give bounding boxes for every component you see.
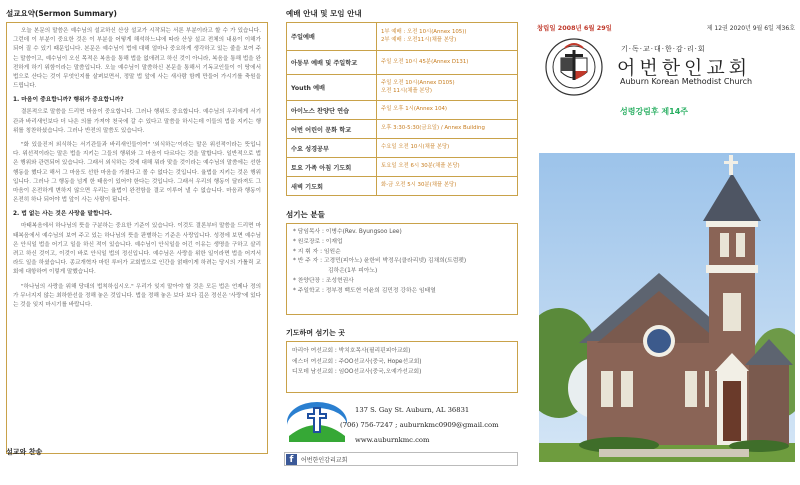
table-row: [287, 139, 518, 158]
church-seal-icon: [545, 38, 603, 96]
sermon-paragraph: "화 있을진저 외식하는 서기관들과 바리새인들이여" '외식하는'이라는 말은 위선적이라는 뜻입니다. 위선적이라는 말은 법을 지키는 그들의 행위와 그 마음이 다르다는 것을 말합니다. 일반적으로 법은 행위와 관련되어 있습니다. 그래서 외식하는 것에 대해 뭐라 맞을 것이라는 예수님의 말씀에는 선한 행동을 했다고 해서 그 마음도 선한 마음을 가졌다고 볼 수 없다는 것입니다. 율법을 지키는 것은 행위입니다. 그러나 그 행동을 넘게 한 태음이 있어야 한다는 것입니다. 그래서 우리의 행동이 달라져도 그 마음이 온전하게 변하지 않으면 우리는 율법이 완전함을 결코 이루어 낼 수 없습니다. 마음과 행동이 온전히 하나 되어야 법 앞이 사는 사람이 됩니다.: [13, 142, 261, 204]
schedule-name: 새벽 기도회: [287, 177, 377, 196]
schedule-name: Youth 예배: [287, 75, 377, 101]
sermon-paragraph: "하나님의 사랑을 위해 당대의 법칙하십시오." 우리가 잊지 말아야 할 것은 모든 법은 언제나 정의가 무너지지 않는 최하한선을 정해 놓은 것입니다. 법을 정해 놓은 보다 보다 깊은 정신은 '사랑'에 있다는 것을 잊지 마시기를 바랍니다.: [13, 283, 261, 309]
phone-email[interactable]: (706) 756-7247 ; auburnkmc0909@gmail.com: [340, 421, 499, 429]
schedule-name: 아동부 예배 및 주일학교: [287, 51, 377, 75]
sermon-section: [6, 8, 268, 480]
sermon-title: 설교요약(Sermon Summary): [6, 9, 117, 18]
schedule-time: [377, 139, 518, 158]
list-item: 김하은(1부 피아노): [293, 268, 378, 275]
schedule-name: 수요 성경공부: [287, 139, 377, 158]
prayer-box: [286, 341, 518, 393]
sermon-paragraph: 오늘 본문의 말씀은 예수님의 설교하신 산상 설교가 시작되는 서론 부분이라고 할 수 가 있습니다. 그런데 이 부분이 중요한 것은 이 부분을 어떻게 해석하느냐에 따라 산상 설교 전체의 내용이 이해가 되어 질 수 있기 때문입니다. 본문은 예수님이 법에 대해 얼마나 중요하게 생각하고 있는 줄을 보여 주는 말씀이고, 예수님이 오신 목적은 복음을 통해 법을 없애려고 하신 것이 아니라, 복음을 통해 법을 완전하게 하기 위함이라는 말씀입니다. 오늘 예수님이 말씀하신 본문을 통해서 기독교인들이 이 땅에서 법으로 산다는 것이 무엇인지를 살펴보면서, 정말 법 앞에 사는 새사람 함께 만들어 가시기를 축원을 드립니다.: [13, 28, 261, 90]
hymn-label: 설교와 찬송: [6, 448, 43, 456]
list-item: 마리아 여선교회 : 박치호목사(필리핀피아교회): [292, 348, 411, 354]
servers-title: 섬기는 분들: [286, 210, 325, 219]
schedule-line: 토요일 오전 6시 30분(채플 본당): [381, 163, 460, 170]
church-building-photo: [539, 153, 795, 462]
schedule-section: [286, 8, 519, 196]
table-row: [287, 75, 518, 101]
address: 137 S. Gay St. Auburn, AL 36831: [355, 406, 470, 414]
schedule-time: [377, 101, 518, 120]
facebook-bar[interactable]: [284, 452, 518, 466]
schedule-line: 2부 예배 : 오전11시(채플 본당): [381, 36, 457, 43]
header-section: [537, 0, 795, 485]
facebook-icon: f: [286, 454, 297, 465]
sermon-box: [6, 22, 268, 454]
list-item: * 담임목사 : 이병수(Rev. Byungsoo Lee): [293, 229, 402, 235]
schedule-table: [286, 22, 518, 196]
prayer-title: 기도하며 섬기는 곳: [286, 329, 345, 337]
liturgical-season: 성령강림후 제14주: [620, 107, 689, 116]
list-item: * 지 휘 자 : 임원순: [293, 248, 341, 255]
schedule-time: [377, 120, 518, 139]
schedule-line: 주일 오전 10시(Annex D105): [381, 80, 455, 86]
schedule-time: [377, 51, 518, 75]
list-item: 디모데 남선교회 : 임OO선교사(중국,오예가선교회): [292, 369, 422, 375]
list-item: 에스더 여선교회 : 주OO선교사(중국, Hope선교회): [292, 358, 422, 365]
sermon-paragraph: 결론적으로 말씀을 드리면 마음이 중요합니다. 그러나 행위도 중요합니다. 예수님의 우리에게 서기관과 바리새인보다 더 나은 의를 가져야 천국에 갈 수 있다고 말씀을 하시는데 이들의 법을 지키는 행위를 칭찬하셨습니다. 그러나 반전의 말씀도 있습니다.: [13, 109, 261, 134]
servers-box: [286, 223, 518, 315]
list-item: * 원로장로 : 이재업: [293, 238, 343, 245]
schedule-time: [377, 158, 518, 177]
schedule-time: [377, 23, 518, 51]
list-item: * 찬양단장 : 조성현권사: [293, 277, 354, 284]
sermon-heading-1: 1. 마음이 중요합니까? 행위가 중요합니까?: [13, 97, 124, 104]
church-denomination: 기·독·교·대·한·감·리·회: [621, 45, 706, 53]
schedule-line: 1부 예배 : 오전 10시(Annex 105)): [381, 29, 467, 35]
schedule-name: 주일예배: [287, 23, 377, 51]
table-row: [287, 120, 518, 139]
issue-number: 제 12권 2020년 9월 6일 제36호: [706, 25, 795, 32]
schedule-name: 토요 가족 아침 기도회: [287, 158, 377, 177]
list-item: * 주일학교 : 정부경 백도현 이윤희 김민정 강하은 임태열: [293, 287, 436, 294]
schedule-line: 주일 오전 10시 45분(Annex D131): [381, 58, 469, 65]
table-row: [287, 23, 518, 51]
schedule-name: 어번 어린이 문화 학교: [287, 120, 377, 139]
church-name-english: Auburn Korean Methodist Church: [620, 77, 753, 86]
schedule-time: [377, 177, 518, 196]
schedule-time: [377, 75, 518, 101]
schedule-title: 예배 안내 및 모임 안내: [286, 9, 362, 18]
sermon-heading-2: 2. 법 없는 사는 것은 사랑을 말합니다.: [13, 211, 112, 218]
table-row: [287, 101, 518, 120]
schedule-line: 수요일 오전 10시(채플 본당): [381, 144, 450, 151]
schedule-line: 화-금 오전 5시 30분(채플 본당): [381, 182, 457, 189]
schedule-line: 오전 11시(채플 본당): [381, 87, 432, 94]
sermon-paragraph: 마태복음에서 하나님의 뜻을 구분하는 중요한 기준이 있습니다. 이것도 결론부터 말씀을 드리면 마태복음에서 예수님의 보여 주고 있는 하나님의 뜻을 판별하는 기준은 사랑입니다. 성경에 보면 예수님은 안식일 법을 어기고 일을 하신 적이 있습니다. 예수님이 안식일을 어긴 이유는 생명을 구하고 살리려고 하신 것이고, 이것이 바로 안식일 법의 정신입니다. 예수님은 사랑을 위한 일이라면 법을 어겨서라도 일을 하셨습니다. 종교개혁자 마틴 루터가 교회법으로 인간을 얽매이게 하려는 당시의 가톨릭 교회에 대항하여 이렇게 말했습니다.: [13, 223, 261, 276]
schedule-name: 아이노스 찬양단 연습: [287, 101, 377, 120]
table-row: [287, 177, 518, 196]
list-item: * 반 주 자 : 고경민(피아노) 윤한비 박정우(클라리넷) 김채희(트럼펫): [293, 258, 467, 265]
schedule-line: 주일 오후 1시(Annex 104): [381, 106, 448, 113]
schedule-line: 오후 3:30-5:30(금요일) / Annex Building: [381, 125, 485, 132]
established-date: 창립일 2008년 6월 29일: [537, 24, 612, 32]
facebook-name: 어번한인감리교회: [301, 456, 348, 464]
table-row: [287, 51, 518, 75]
table-row: [287, 158, 518, 177]
website-link[interactable]: www.auburnkmc.com: [355, 436, 430, 444]
church-name-korean: 어번한인교회: [617, 57, 752, 79]
